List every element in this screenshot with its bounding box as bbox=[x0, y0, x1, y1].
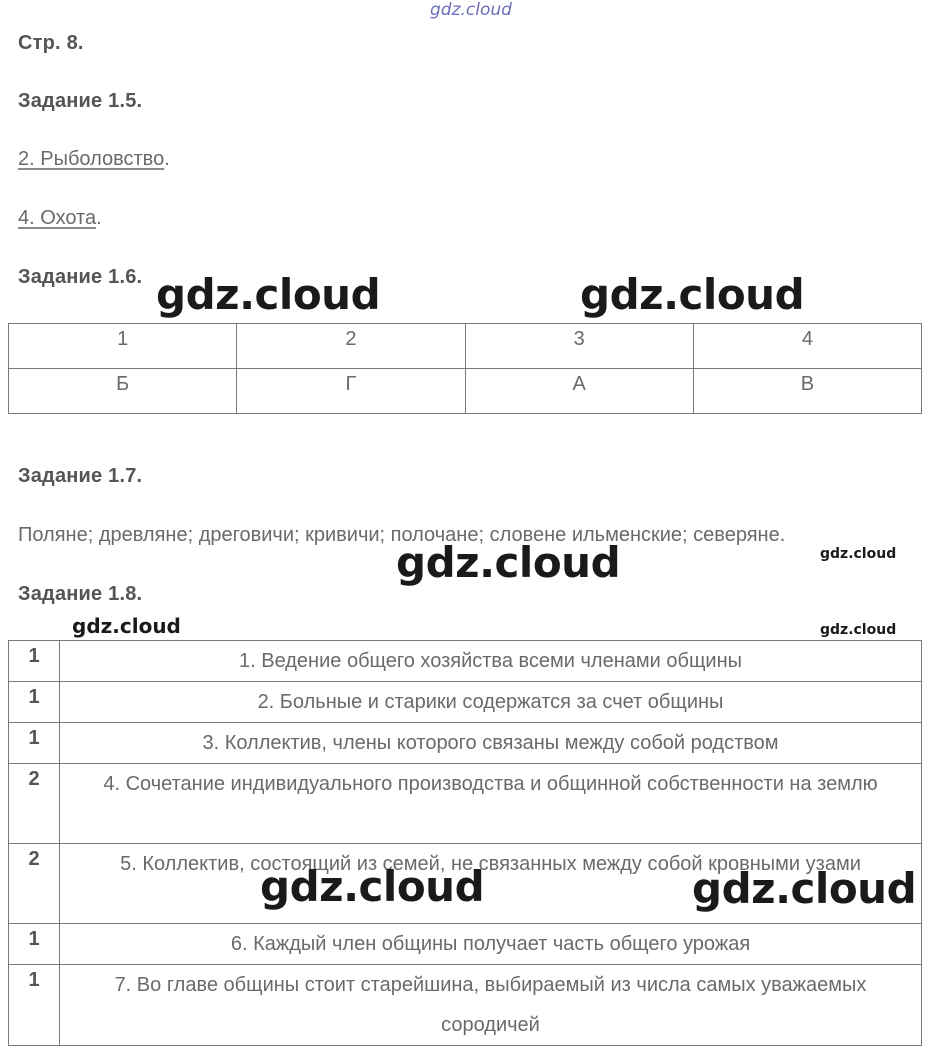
watermark-big: gdz.cloud bbox=[260, 862, 485, 911]
task-1-5-answer-2-suffix: . bbox=[96, 207, 102, 229]
task-1-7-text: Поляне; древляне; дреговичи; кривичи; полочане; словене ильменские; северяне. bbox=[18, 524, 786, 546]
table-row bbox=[9, 723, 922, 764]
task-1-7-title: Задание 1.7. bbox=[18, 465, 143, 487]
table-row bbox=[9, 641, 922, 682]
task-1-5-answer-1 bbox=[18, 148, 170, 171]
watermark-big: gdz.cloud bbox=[580, 270, 805, 319]
row-text: 6. Каждый член общины получает часть общего урожая bbox=[60, 924, 922, 965]
watermark-mid: gdz.cloud bbox=[72, 614, 181, 638]
row-text: 2. Больные и старики содержатся за счет общины bbox=[60, 682, 922, 723]
page-label: Стр. 8. bbox=[18, 32, 84, 54]
task-1-6-answer-cell: А bbox=[465, 369, 693, 414]
row-text: 5. Коллектив, состоящий из семей, не связанных между собой кровными узами bbox=[60, 844, 922, 924]
task-1-5-answer-2 bbox=[18, 207, 102, 230]
task-1-6-header-row bbox=[9, 324, 922, 369]
row-text: 3. Коллектив, члены которого связаны между собой родством bbox=[60, 723, 922, 764]
row-number: 1 bbox=[9, 641, 60, 682]
task-1-6-header-cell: 4 bbox=[693, 324, 921, 369]
watermark-small: gdz.cloud bbox=[820, 622, 897, 638]
table-row bbox=[9, 965, 922, 1046]
task-1-6-answer-cell: Б bbox=[9, 369, 237, 414]
task-1-6-header-cell: 2 bbox=[237, 324, 465, 369]
watermark-small: gdz.cloud bbox=[820, 546, 897, 562]
task-1-8-table bbox=[8, 640, 922, 1046]
task-1-6-table bbox=[8, 323, 922, 414]
row-number: 1 bbox=[9, 965, 60, 1046]
row-number: 1 bbox=[9, 682, 60, 723]
watermark-big: gdz.cloud bbox=[156, 270, 381, 319]
task-1-5-answer-2-link[interactable]: 4. Охота bbox=[18, 207, 97, 229]
table-row bbox=[9, 924, 922, 965]
row-number: 1 bbox=[9, 723, 60, 764]
task-1-5-title: Задание 1.5. bbox=[18, 90, 143, 112]
row-number: 2 bbox=[9, 764, 60, 844]
task-1-6-title: Задание 1.6. bbox=[18, 266, 143, 288]
row-number: 2 bbox=[9, 844, 60, 924]
task-1-6-header-cell: 3 bbox=[465, 324, 693, 369]
watermark-big: gdz.cloud bbox=[396, 538, 621, 587]
row-number: 1 bbox=[9, 924, 60, 965]
row-text: 7. Во главе общины стоит старейшина, выбираемый из числа самых уважаемых сородичей bbox=[60, 965, 922, 1046]
task-1-5-answer-1-link[interactable]: 2. Рыболовство bbox=[18, 148, 165, 170]
table-row bbox=[9, 682, 922, 723]
task-1-5-answer-1-suffix: . bbox=[164, 148, 170, 170]
row-text: 1. Ведение общего хозяйства всеми членами общины bbox=[60, 641, 922, 682]
watermark-top: gdz.cloud bbox=[430, 0, 512, 20]
task-1-6-header-cell: 1 bbox=[9, 324, 237, 369]
task-1-6-answer-row bbox=[9, 369, 922, 414]
task-1-6-answer-cell: В bbox=[693, 369, 921, 414]
watermark-big: gdz.cloud bbox=[692, 864, 917, 913]
task-1-8-title: Задание 1.8. bbox=[18, 583, 143, 605]
row-text: 4. Сочетание индивидуального производства и общинной собственности на землю bbox=[60, 764, 922, 844]
task-1-6-answer-cell: Г bbox=[237, 369, 465, 414]
table-row bbox=[9, 764, 922, 844]
